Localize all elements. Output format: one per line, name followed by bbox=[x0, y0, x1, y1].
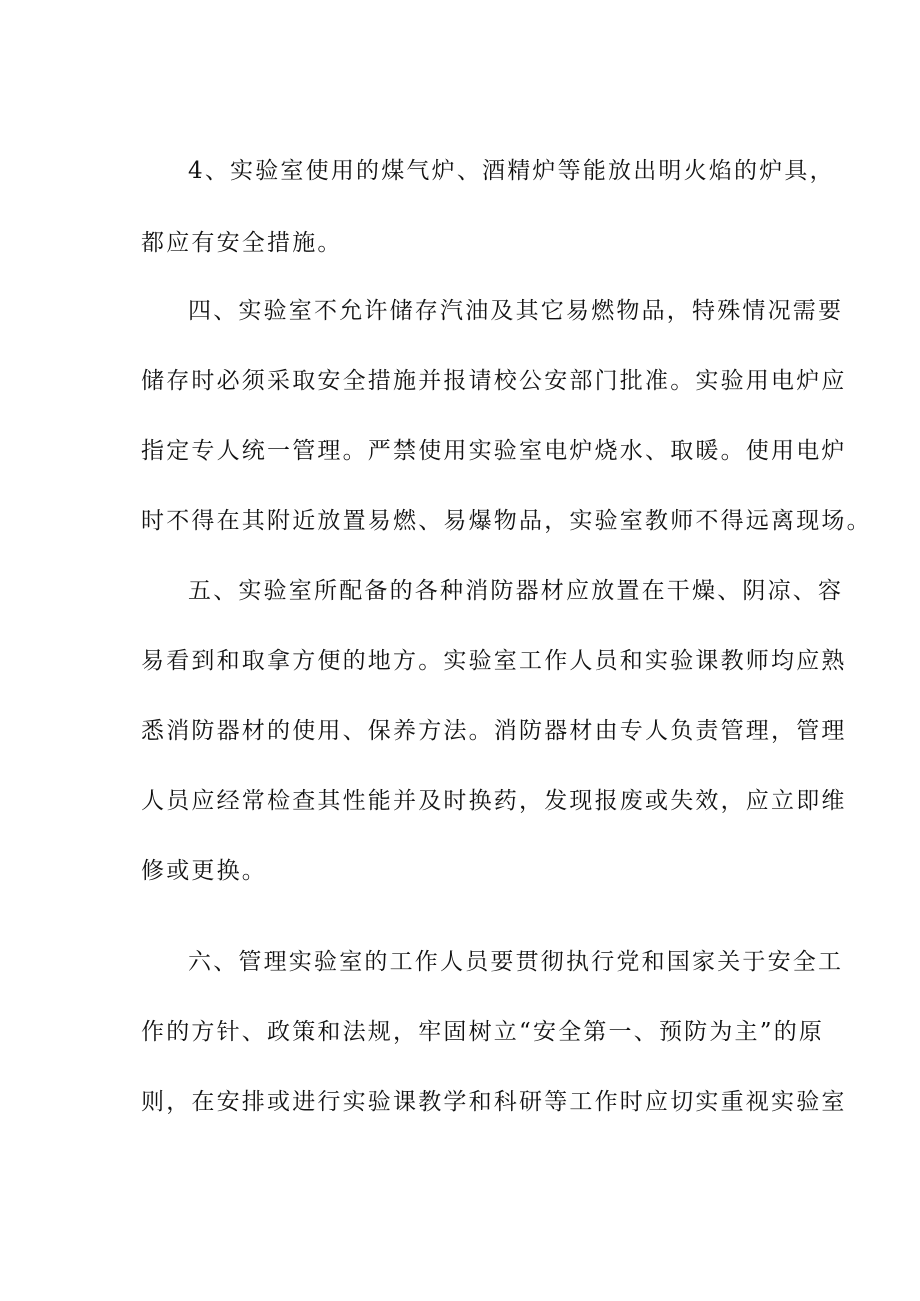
paragraph-five-line-1: 五、实验室所配备的各种消防器材应放置在干燥、阴凉、容 bbox=[188, 578, 844, 604]
paragraph-six-line-3: 则，在安排或进行实验课教学和科研等工作时应切实重视实验室 bbox=[141, 1089, 847, 1115]
paragraph-four-line-4: 时不得在其附近放置易燃、易爆物品，实验室教师不得远离现场。 bbox=[141, 508, 872, 534]
paragraph-five-line-3: 悉消防器材的使用、保养方法。消防器材由专人负责管理，管理 bbox=[141, 718, 847, 744]
paragraph-six-line-2: 作的方针、政策和法规，牢固树立“安全第一、预防为主”的原 bbox=[141, 1019, 825, 1045]
paragraph-six-line-1: 六、管理实验室的工作人员要贯彻执行党和国家关于安全工 bbox=[188, 949, 844, 975]
paragraph-four-line-3: 指定专人统一管理。严禁使用实验室电炉烧水、取暖。使用电炉 bbox=[141, 438, 847, 464]
paragraph-4-line-1: 4、实验室使用的煤气炉、酒精炉等能放出明火焰的炉具， bbox=[188, 158, 835, 184]
paragraph-five-line-4: 人员应经常检查其性能并及时换药，发现报废或失效，应立即维 bbox=[141, 788, 847, 814]
paragraph-4-line-2: 都应有安全措施。 bbox=[141, 230, 343, 256]
paragraph-five-line-5: 修或更换。 bbox=[141, 858, 267, 884]
paragraph-five-line-2: 易看到和取拿方便的地方。实验室工作人员和实验课教师均应熟 bbox=[141, 648, 847, 674]
paragraph-four-line-1: 四、实验室不允许储存汽油及其它易燃物品，特殊情况需要 bbox=[188, 298, 844, 324]
paragraph-four-line-2: 储存时必须采取安全措施并报请校公安部门批准。实验用电炉应 bbox=[141, 368, 847, 394]
